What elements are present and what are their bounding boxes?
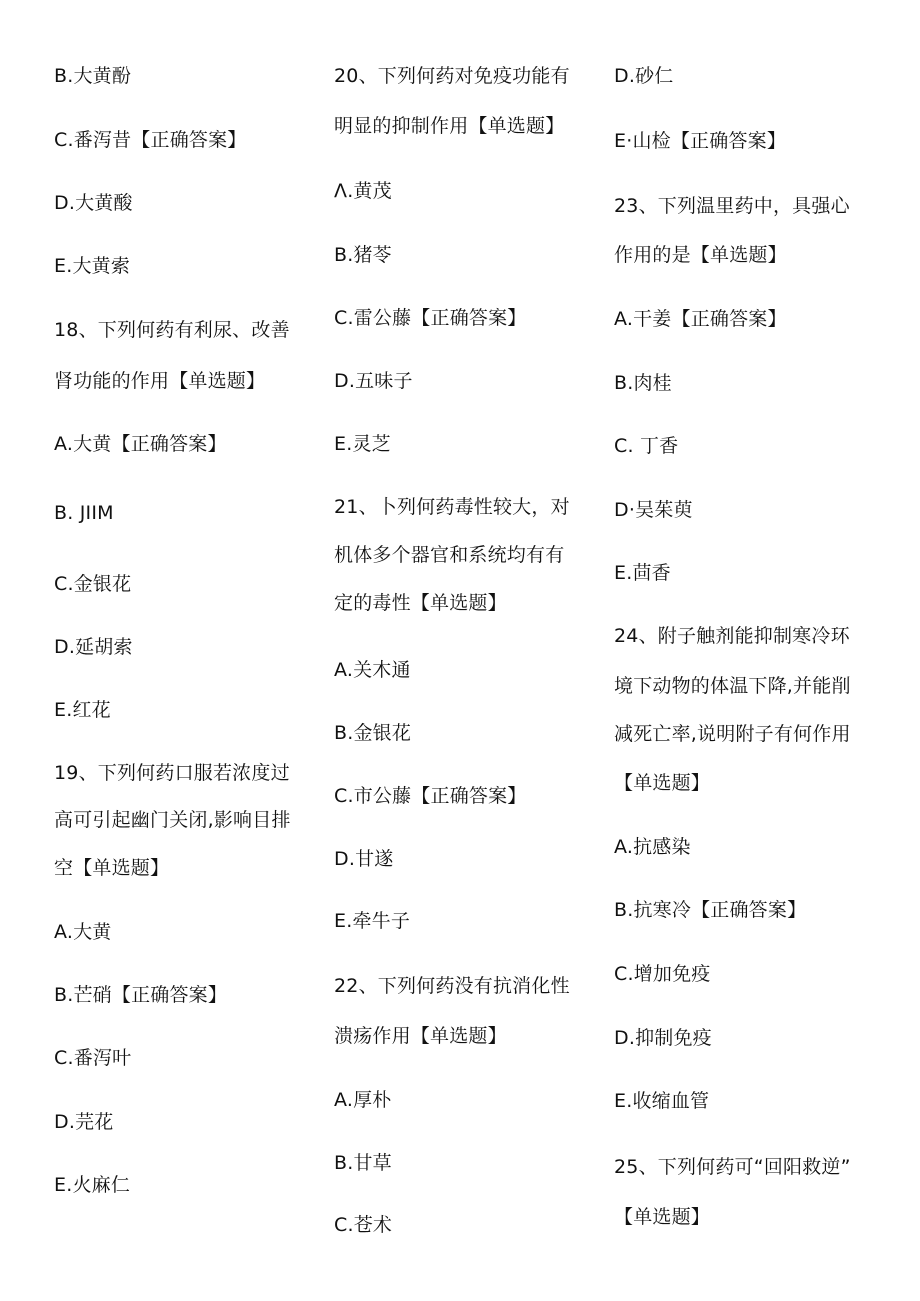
option-21a: A.关木通 (334, 659, 411, 681)
question-18-line-2: 肾功能的作用【单选题】 (54, 370, 266, 392)
question-19-line-2: 高可引起幽门关闭,影响目排 (54, 809, 291, 831)
option-22c: C.苍术 (334, 1214, 393, 1236)
option-22a: A.厚朴 (334, 1089, 392, 1111)
option-23e: E.茴香 (614, 562, 671, 584)
option-24c: C.增加免疫 (614, 963, 711, 985)
option-21d: D.甘遂 (334, 848, 394, 870)
question-22-line-2: 溃疡作用【单选题】 (334, 1025, 507, 1047)
question-25-line-2: 【单选题】 (614, 1206, 711, 1228)
question-22-line-1: 22、下列何药没有抗消化性 (334, 975, 570, 997)
option-24e: E.收缩血管 (614, 1090, 710, 1112)
option-19a: A.大黄 (54, 921, 112, 943)
option-23d: D·吴茱萸 (614, 499, 693, 521)
option-20b: B.猪苓 (334, 244, 392, 266)
question-19-line-1: 19、下列何药口服若浓度过 (54, 762, 290, 784)
option-23c: C. 丁香 (614, 435, 679, 457)
option-23a: A.干姜【正确答案】 (614, 308, 787, 330)
option-19d: D.芫花 (54, 1111, 114, 1133)
option-20e: E.灵芝 (334, 433, 391, 455)
question-20-line-2: 明显的抑制作用【单选题】 (334, 115, 565, 137)
question-24-line-4: 【单选题】 (614, 772, 711, 794)
option-24a: A.抗感染 (614, 836, 691, 858)
question-21-line-1: 21、卜列何药毒性较大，对 (334, 496, 570, 518)
option-21e: E.牵牛子 (334, 910, 411, 932)
question-20-line-1: 20、下列何药对免疫功能有 (334, 65, 570, 87)
option-21b: B.金银花 (334, 722, 412, 744)
option-18a: A.大黄【正确答案】 (54, 433, 227, 455)
option-18e: E.红花 (54, 699, 111, 721)
question-21-line-2: 机体多个器官和系统均有有 (334, 544, 565, 566)
option-18b: B. JIIM (54, 502, 114, 524)
option-19b: B.芒硝【正确答案】 (54, 984, 228, 1006)
option-17b: B.大黄酚 (54, 65, 132, 87)
option-19c: C.番泻叶 (54, 1047, 132, 1069)
question-25-line-1: 25、下列何药可“回阳救逆” (614, 1156, 851, 1178)
option-20a: Λ.黄茂 (334, 180, 392, 202)
option-24b: B.抗寒冷【正确答案】 (614, 899, 807, 921)
option-17c: C.番泻昔【正确答案】 (54, 129, 247, 151)
option-18c: C.金银花 (54, 573, 132, 595)
option-23b: B.肉桂 (614, 372, 672, 394)
option-17d: D.大黄酸 (54, 192, 133, 214)
option-20d: D.五味子 (334, 370, 413, 392)
option-22d: D.砂仁 (614, 65, 674, 87)
question-21-line-3: 定的毒性【单选题】 (334, 592, 507, 614)
option-20c: C.雷公藤【正确答案】 (334, 307, 527, 329)
option-17e: E.大黄索 (54, 255, 131, 277)
option-22b: B.甘草 (334, 1152, 392, 1174)
option-24d: D.抑制免疫 (614, 1027, 712, 1049)
option-22e: E·山检【正确答案】 (614, 130, 787, 152)
question-24-line-3: 减死亡率,说明附子有何作用 (614, 723, 851, 745)
question-24-line-2: 境下动物的体温下降,并能削 (614, 675, 851, 697)
option-21c: C.市公藤【正确答案】 (334, 785, 527, 807)
option-18d: D.延胡索 (54, 636, 133, 658)
option-19e: E.火麻仁 (54, 1174, 131, 1196)
question-23-line-1: 23、下列温里药中，具强心 (614, 195, 850, 217)
question-23-line-2: 作用的是【单选题】 (614, 244, 787, 266)
question-24-line-1: 24、附子触剂能抑制寒冷环 (614, 625, 850, 647)
question-18-line-1: 18、下列何药有利尿、改善 (54, 319, 290, 341)
question-19-line-3: 空【单选题】 (54, 857, 170, 879)
